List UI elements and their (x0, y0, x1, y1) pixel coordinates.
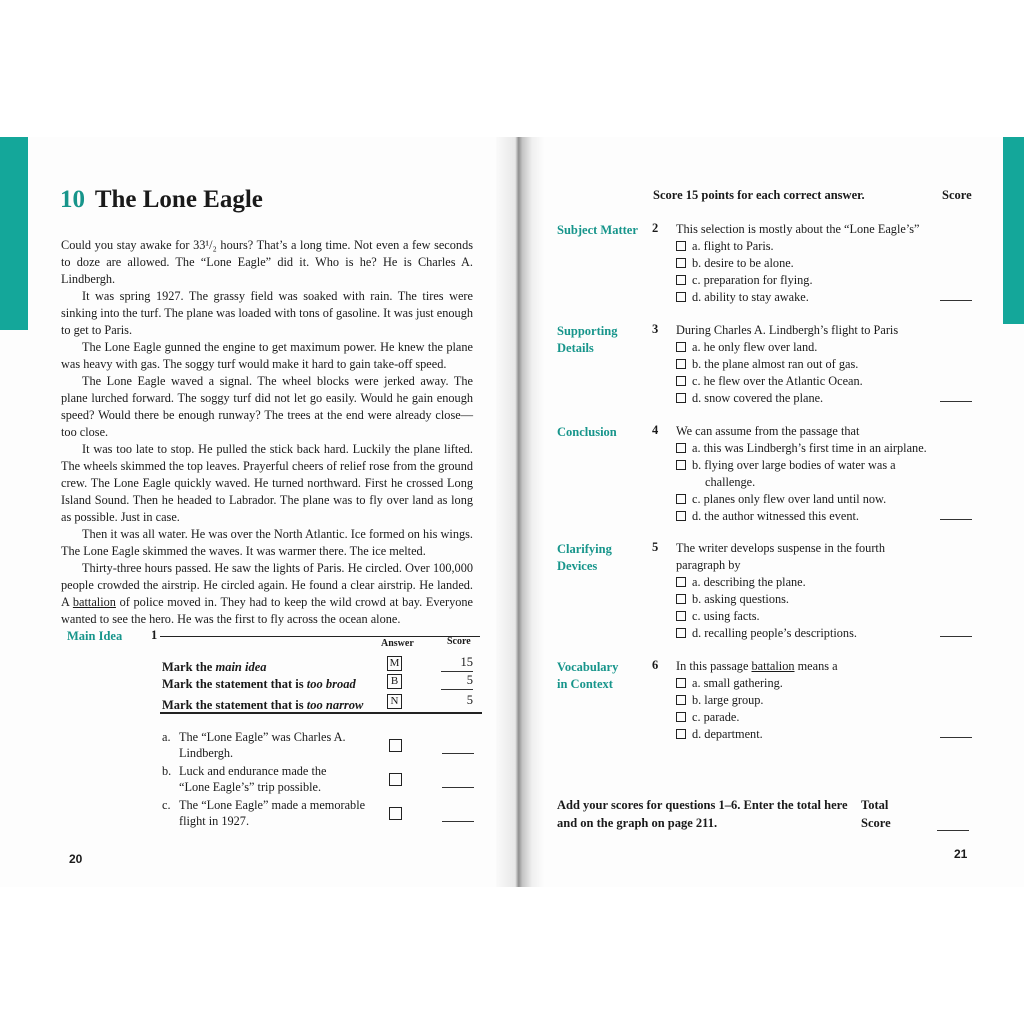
question-number: 2 (652, 221, 659, 235)
question-number: 6 (652, 658, 659, 672)
option-text: c. using facts. (692, 609, 760, 623)
answer-option[interactable] (676, 289, 809, 306)
statement-letter: c. (162, 798, 171, 812)
question-stem (676, 658, 838, 675)
option-checkbox[interactable] (676, 695, 686, 705)
question-category-label: Clarifying (557, 542, 612, 556)
option-text: c. parade. (692, 710, 740, 724)
main-idea-row (162, 677, 356, 692)
score-column-header: Score (942, 188, 972, 202)
answer-option[interactable] (676, 272, 813, 289)
question-category-label: in Context (557, 677, 613, 691)
option-continuation: challenge. (705, 475, 756, 489)
paragraph: Could you stay awake for 33¹/₂ hours? That’s a long time. Not even a few seconds to doze are allowed. The “Lone Eagle” did it. Who is he? He is Charles A. Lindbergh. (61, 238, 473, 286)
story-passage (61, 237, 473, 628)
option-checkbox[interactable] (676, 443, 686, 453)
answer-option[interactable] (676, 255, 794, 272)
question-number: 3 (652, 322, 659, 336)
statement-line: The “Lone Eagle” was Charles A. (179, 730, 346, 744)
question-number: 4 (652, 423, 659, 437)
option-checkbox[interactable] (676, 376, 686, 386)
option-text: d. department. (692, 727, 763, 741)
answer-option[interactable] (676, 339, 817, 356)
question-category-label: Details (557, 341, 594, 355)
paragraph: It was too late to stop. He pulled the stick back hard. Luckily the plane lifted. The wheels skimmed the top leaves. Prayerful cheers of relief rose from the ground crew. The Lone Eagle quickly waved. He turned northward. First he crossed Long Island Sound. Then he headed to Labrador. The plane was to fly over land as long as possible. Just in case. (61, 442, 473, 524)
question-stem: This selection is mostly about the “Lone Eagle’s” (676, 222, 920, 236)
option-text: b. the plane almost ran out of gas. (692, 357, 859, 371)
option-text: d. recalling people’s descriptions. (692, 626, 857, 640)
question-stem: We can assume from the passage that (676, 424, 860, 438)
question-stem: The writer develops suspense in the fourth (676, 541, 885, 555)
option-checkbox[interactable] (676, 241, 686, 251)
paragraph-text: A (61, 595, 73, 609)
main-idea-row (162, 698, 363, 713)
answer-option[interactable] (676, 508, 859, 525)
option-text: b. large group. (692, 693, 764, 707)
book-gutter (496, 137, 544, 887)
stem-text: In this passage (676, 659, 752, 673)
right-page-tab (1003, 137, 1024, 324)
answer-option[interactable] (676, 591, 789, 608)
total-score-label: Score (861, 816, 891, 830)
option-checkbox[interactable] (676, 460, 686, 470)
vocabulary-word: battalion (72, 595, 116, 609)
row-score: 5 (466, 673, 473, 687)
total-score-label: Total (861, 798, 889, 812)
option-checkbox[interactable] (676, 511, 686, 521)
option-checkbox[interactable] (676, 275, 686, 285)
score-line (442, 821, 474, 822)
score-line (442, 753, 474, 754)
option-text: a. he only flew over land. (692, 340, 818, 354)
row-text: Mark the statement that is (162, 698, 307, 712)
option-checkbox[interactable] (676, 577, 686, 587)
option-checkbox[interactable] (676, 712, 686, 722)
paragraph-text: of police moved in. They had to keep the wild crowd at bay. Everyone wanted to see the hero. He was the first to fly across the ocean alone. (61, 595, 473, 626)
statement-letter: b. (162, 764, 172, 778)
option-text: d. ability to stay awake. (692, 290, 809, 304)
statement-line: flight in 1927. (179, 814, 250, 828)
answer-option[interactable] (676, 709, 739, 726)
score-line (940, 636, 972, 637)
row-text: Mark the (162, 660, 216, 674)
statement-line: Lindbergh. (179, 746, 234, 760)
answer-option[interactable] (676, 608, 760, 625)
question-category-label: Devices (557, 559, 598, 573)
answer-checkbox[interactable] (389, 739, 402, 752)
option-checkbox[interactable] (676, 678, 686, 688)
paragraph-text: Thirty-three hours passed. He saw the lights of Paris. He circled. Over 100,000 people crowded the airstrip. He circled again. He found a clear airstrip. He landed. (61, 561, 473, 592)
question-category-label: Vocabulary (557, 660, 619, 674)
paragraph: Then it was all water. He was over the North Atlantic. Ice formed on his wings. The Lone Eagle skimmed the waves. It was warmer there. The ice melted. (61, 527, 473, 558)
score-line (441, 689, 473, 690)
option-checkbox[interactable] (676, 359, 686, 369)
statement-line: The “Lone Eagle” made a memorable (179, 798, 366, 812)
answer-letter-box: N (387, 694, 402, 709)
statement-line: “Lone Eagle’s” trip possible. (179, 780, 322, 794)
chapter-title (60, 186, 263, 214)
row-emphasis: too narrow (306, 698, 364, 712)
question-category-label: Subject Matter (557, 223, 638, 237)
stem-text: means a (794, 659, 838, 673)
option-text: c. he flew over the Atlantic Ocean. (692, 374, 863, 388)
statement-line: Luck and endurance made the (179, 764, 327, 778)
answer-option[interactable] (676, 692, 764, 709)
option-text: b. flying over large bodies of water was a (692, 458, 896, 472)
option-text: d. the author witnessed this event. (692, 509, 859, 523)
answer-checkbox[interactable] (389, 773, 402, 786)
option-checkbox[interactable] (676, 594, 686, 604)
answer-letter-box: M (387, 656, 402, 671)
question-number: 5 (652, 540, 659, 554)
vocabulary-word: battalion (751, 659, 795, 673)
option-checkbox[interactable] (676, 628, 686, 638)
row-emphasis: too broad (306, 677, 356, 691)
left-page-tab (0, 137, 28, 330)
page-number-right: 21 (954, 847, 968, 861)
option-checkbox[interactable] (676, 258, 686, 268)
chapter-number: 10 (60, 186, 85, 213)
option-text: a. flight to Paris. (692, 239, 774, 253)
row-score: 15 (460, 655, 473, 669)
score-header: Score (447, 636, 471, 647)
option-text: c. preparation for flying. (692, 273, 813, 287)
option-checkbox[interactable] (676, 494, 686, 504)
answer-option[interactable] (676, 726, 763, 743)
score-line (441, 671, 473, 672)
option-checkbox[interactable] (676, 342, 686, 352)
answer-option[interactable] (676, 440, 927, 457)
answer-header: Answer (381, 638, 414, 649)
row-score: 5 (466, 693, 473, 707)
score-line (940, 519, 972, 520)
option-checkbox[interactable] (676, 292, 686, 302)
row-emphasis: main idea (215, 660, 267, 674)
divider (160, 712, 482, 714)
question-stem: paragraph by (676, 558, 741, 572)
option-text: b. desire to be alone. (692, 256, 794, 270)
scoring-header: Score 15 points for each correct answer. (653, 188, 865, 202)
paragraph: The Lone Eagle gunned the engine to get maximum power. He knew the plane was heavy with gas. The soggy turf would make it hard to gain take-off speed. (61, 340, 473, 371)
option-text: a. describing the plane. (692, 575, 806, 589)
answer-option[interactable] (676, 356, 858, 373)
answer-option[interactable] (676, 574, 806, 591)
total-score-line (937, 830, 969, 831)
answer-option[interactable] (676, 491, 886, 508)
question-number: 1 (151, 628, 158, 642)
score-line (442, 787, 474, 788)
answer-letter-box: B (387, 674, 402, 689)
option-text: a. small gathering. (692, 676, 783, 690)
footer-instruction: and on the graph on page 211. (557, 816, 718, 830)
score-line (940, 401, 972, 402)
answer-option[interactable] (676, 675, 783, 692)
answer-option[interactable] (676, 373, 863, 390)
main-idea-row (162, 660, 267, 675)
score-line (940, 737, 972, 738)
option-checkbox[interactable] (676, 729, 686, 739)
answer-option[interactable] (676, 238, 774, 255)
option-text: b. asking questions. (692, 592, 790, 606)
paragraph (61, 560, 473, 628)
answer-option[interactable] (676, 390, 823, 407)
option-checkbox[interactable] (676, 393, 686, 403)
paragraph: It was spring 1927. The grassy field was soaked with rain. The tires were sinking into the turf. The plane was loaded with tons of gasoline. It was just enough to get to Paris. (61, 289, 473, 337)
row-text: Mark the statement that is (162, 677, 307, 691)
question-stem: During Charles A. Lindbergh’s flight to Paris (676, 323, 899, 337)
divider (160, 636, 480, 637)
option-text: c. planes only flew over land until now. (692, 492, 887, 506)
score-line (940, 300, 972, 301)
question-category-label: Supporting (557, 324, 618, 338)
answer-option[interactable] (676, 457, 896, 474)
footer-instruction: Add your scores for questions 1–6. Enter the total here (557, 798, 848, 812)
answer-option[interactable] (676, 625, 857, 642)
option-text: a. this was Lindbergh’s first time in an airplane. (692, 441, 927, 455)
chapter-title-text: The Lone Eagle (94, 186, 263, 213)
statement-letter: a. (162, 730, 171, 744)
page-number-left: 20 (69, 852, 83, 866)
option-checkbox[interactable] (676, 611, 686, 621)
paragraph: The Lone Eagle waved a signal. The wheel blocks were jerked away. The plane lurched forward. The soggy turf did not let go easily. Would he gain enough speed? Would there be enough runway? The trees at the end were already close—too close. (61, 374, 473, 439)
main-idea-label: Main Idea (67, 629, 123, 643)
question-category-label: Conclusion (557, 425, 617, 439)
answer-checkbox[interactable] (389, 807, 402, 820)
option-text: d. snow covered the plane. (692, 391, 824, 405)
